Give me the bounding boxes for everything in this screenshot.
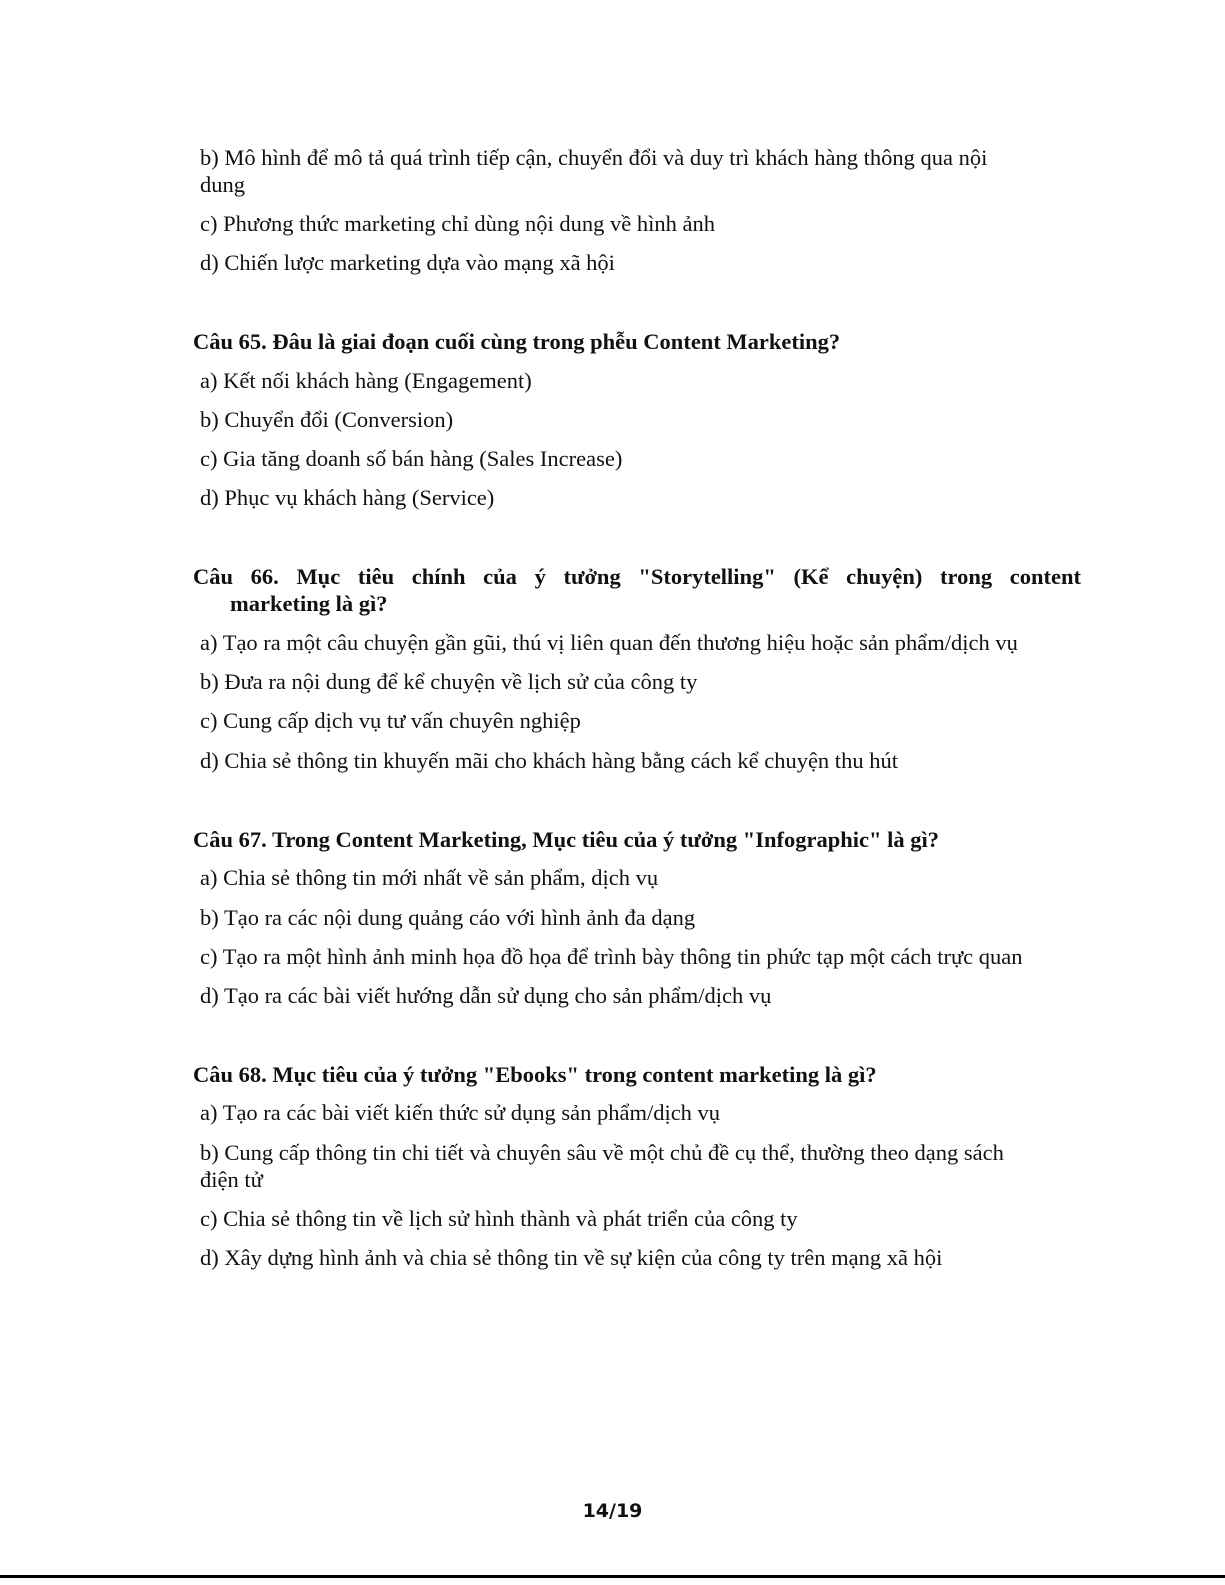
question-68: Câu 68. Mục tiêu của ý tưởng "Ebooks" trong content marketing là gì? [193, 1062, 877, 1087]
q66-option-b: b) Đưa ra nội dung để kể chuyện về lịch sử của công ty [200, 669, 698, 694]
option-d-carryover: d) Chiến lược marketing dựa vào mạng xã hội [200, 250, 615, 275]
q67-option-a: a) Chia sẻ thông tin mới nhất về sản phẩm, dịch vụ [200, 865, 659, 890]
q66-option-a: a) Tạo ra một câu chuyện gần gũi, thú vị liên quan đến thương hiệu hoặc sản phẩm/dịch vụ [200, 630, 1018, 655]
q67-option-b: b) Tạo ra các nội dung quảng cáo với hình ảnh đa dạng [200, 905, 696, 930]
question-65: Câu 65. Đâu là giai đoạn cuối cùng trong phễu Content Marketing? [193, 329, 841, 354]
page-number: 14/19 [582, 1500, 643, 1522]
q66-option-c: c) Cung cấp dịch vụ tư vấn chuyên nghiệp [200, 708, 581, 733]
q67-option-c: c) Tạo ra một hình ảnh minh họa đồ họa để trình bày thông tin phức tạp một cách trực quan [200, 944, 1023, 969]
option-c-carryover: c) Phương thức marketing chỉ dùng nội dung về hình ảnh [200, 211, 715, 236]
option-b-carryover-cont: dung [200, 172, 245, 197]
q68-option-b: b) Cung cấp thông tin chi tiết và chuyên sâu về một chủ đề cụ thể, thường theo dạng sách [200, 1140, 1004, 1165]
question-66: Câu 66. Mục tiêu chính của ý tưởng "Storytelling" (Kể chuyện) trong content [193, 564, 1081, 589]
q68-option-b-cont: điện tử [200, 1167, 263, 1192]
bottom-divider [0, 1575, 1225, 1578]
question-66-cont: marketing là gì? [230, 591, 388, 616]
q66-option-d: d) Chia sẻ thông tin khuyến mãi cho khách hàng bằng cách kể chuyện thu hút [200, 748, 898, 773]
q67-option-d: d) Tạo ra các bài viết hướng dẫn sử dụng cho sản phẩm/dịch vụ [200, 983, 772, 1008]
option-b-carryover: b) Mô hình để mô tả quá trình tiếp cận, chuyển đổi và duy trì khách hàng thông qua nội [200, 145, 988, 170]
q68-option-d: d) Xây dựng hình ảnh và chia sẻ thông tin về sự kiện của công ty trên mạng xã hội [200, 1245, 943, 1270]
question-67: Câu 67. Trong Content Marketing, Mục tiêu của ý tưởng "Infographic" là gì? [193, 827, 939, 852]
q68-option-a: a) Tạo ra các bài viết kiến thức sử dụng sản phẩm/dịch vụ [200, 1100, 721, 1125]
q65-option-c: c) Gia tăng doanh số bán hàng (Sales Increase) [200, 446, 623, 471]
q65-option-d: d) Phục vụ khách hàng (Service) [200, 485, 495, 510]
q65-option-b: b) Chuyển đổi (Conversion) [200, 407, 454, 432]
q68-option-c: c) Chia sẻ thông tin về lịch sử hình thành và phát triển của công ty [200, 1206, 798, 1231]
q65-option-a: a) Kết nối khách hàng (Engagement) [200, 368, 532, 393]
